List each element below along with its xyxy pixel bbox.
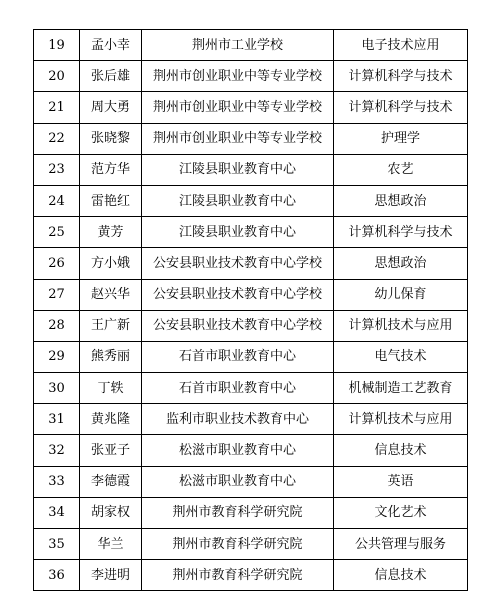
row-number-cell: 23 <box>34 154 80 185</box>
row-number-cell: 32 <box>34 435 80 466</box>
person-name-cell: 熊秀丽 <box>80 341 142 372</box>
row-number-cell: 21 <box>34 92 80 123</box>
roster-table <box>33 29 468 591</box>
school-name-cell: 监利市职业技术教育中心 <box>142 404 334 435</box>
major-cell: 计算机科学与技术 <box>334 92 468 123</box>
person-name-cell: 黄芳 <box>80 217 142 248</box>
row-number-cell: 30 <box>34 373 80 404</box>
person-name-cell: 王广新 <box>80 310 142 341</box>
person-name-cell: 丁轶 <box>80 373 142 404</box>
table-row <box>34 497 468 528</box>
major-cell: 思想政治 <box>334 185 468 216</box>
row-number-cell: 25 <box>34 217 80 248</box>
major-cell: 农艺 <box>334 154 468 185</box>
school-name-cell: 荆州市工业学校 <box>142 30 334 61</box>
major-cell: 计算机技术与应用 <box>334 404 468 435</box>
major-cell: 计算机科学与技术 <box>334 61 468 92</box>
person-name-cell: 范方华 <box>80 154 142 185</box>
person-name-cell: 李进明 <box>80 560 142 591</box>
table-row <box>34 373 468 404</box>
table-row <box>34 279 468 310</box>
major-cell: 计算机科学与技术 <box>334 217 468 248</box>
row-number-cell: 33 <box>34 466 80 497</box>
person-name-cell: 周大勇 <box>80 92 142 123</box>
school-name-cell: 荆州市教育科学研究院 <box>142 497 334 528</box>
major-cell: 幼儿保育 <box>334 279 468 310</box>
major-cell: 电子技术应用 <box>334 30 468 61</box>
table-row <box>34 404 468 435</box>
school-name-cell: 江陵县职业教育中心 <box>142 185 334 216</box>
row-number-cell: 26 <box>34 248 80 279</box>
school-name-cell: 荆州市创业职业中等专业学校 <box>142 123 334 154</box>
row-number-cell: 35 <box>34 529 80 560</box>
person-name-cell: 李德霞 <box>80 466 142 497</box>
row-number-cell: 24 <box>34 185 80 216</box>
major-cell: 信息技术 <box>334 560 468 591</box>
person-name-cell: 张晓黎 <box>80 123 142 154</box>
major-cell: 护理学 <box>334 123 468 154</box>
roster-table-body <box>34 30 468 591</box>
row-number-cell: 34 <box>34 497 80 528</box>
table-row <box>34 310 468 341</box>
school-name-cell: 荆州市教育科学研究院 <box>142 529 334 560</box>
row-number-cell: 31 <box>34 404 80 435</box>
school-name-cell: 江陵县职业教育中心 <box>142 154 334 185</box>
table-row <box>34 341 468 372</box>
person-name-cell: 方小娥 <box>80 248 142 279</box>
school-name-cell: 公安县职业技术教育中心学校 <box>142 310 334 341</box>
row-number-cell: 22 <box>34 123 80 154</box>
person-name-cell: 孟小幸 <box>80 30 142 61</box>
table-row <box>34 466 468 497</box>
table-row <box>34 435 468 466</box>
table-row <box>34 61 468 92</box>
school-name-cell: 江陵县职业教育中心 <box>142 217 334 248</box>
person-name-cell: 华兰 <box>80 529 142 560</box>
major-cell: 文化艺术 <box>334 497 468 528</box>
row-number-cell: 36 <box>34 560 80 591</box>
major-cell: 英语 <box>334 466 468 497</box>
table-row <box>34 248 468 279</box>
school-name-cell: 松滋市职业教育中心 <box>142 435 334 466</box>
table-row <box>34 154 468 185</box>
person-name-cell: 赵兴华 <box>80 279 142 310</box>
school-name-cell: 松滋市职业教育中心 <box>142 466 334 497</box>
school-name-cell: 公安县职业技术教育中心学校 <box>142 279 334 310</box>
table-row <box>34 529 468 560</box>
school-name-cell: 荆州市创业职业中等专业学校 <box>142 61 334 92</box>
table-row <box>34 217 468 248</box>
row-number-cell: 29 <box>34 341 80 372</box>
table-row <box>34 560 468 591</box>
major-cell: 电气技术 <box>334 341 468 372</box>
school-name-cell: 公安县职业技术教育中心学校 <box>142 248 334 279</box>
major-cell: 公共管理与服务 <box>334 529 468 560</box>
person-name-cell: 张亚子 <box>80 435 142 466</box>
row-number-cell: 20 <box>34 61 80 92</box>
table-row <box>34 123 468 154</box>
major-cell: 信息技术 <box>334 435 468 466</box>
table-row <box>34 30 468 61</box>
person-name-cell: 黄兆隆 <box>80 404 142 435</box>
table-row <box>34 185 468 216</box>
major-cell: 思想政治 <box>334 248 468 279</box>
person-name-cell: 胡家权 <box>80 497 142 528</box>
school-name-cell: 石首市职业教育中心 <box>142 373 334 404</box>
school-name-cell: 荆州市创业职业中等专业学校 <box>142 92 334 123</box>
person-name-cell: 张后雄 <box>80 61 142 92</box>
major-cell: 计算机技术与应用 <box>334 310 468 341</box>
row-number-cell: 28 <box>34 310 80 341</box>
person-name-cell: 雷艳红 <box>80 185 142 216</box>
major-cell: 机械制造工艺教育 <box>334 373 468 404</box>
row-number-cell: 19 <box>34 30 80 61</box>
school-name-cell: 荆州市教育科学研究院 <box>142 560 334 591</box>
table-row <box>34 92 468 123</box>
row-number-cell: 27 <box>34 279 80 310</box>
school-name-cell: 石首市职业教育中心 <box>142 341 334 372</box>
